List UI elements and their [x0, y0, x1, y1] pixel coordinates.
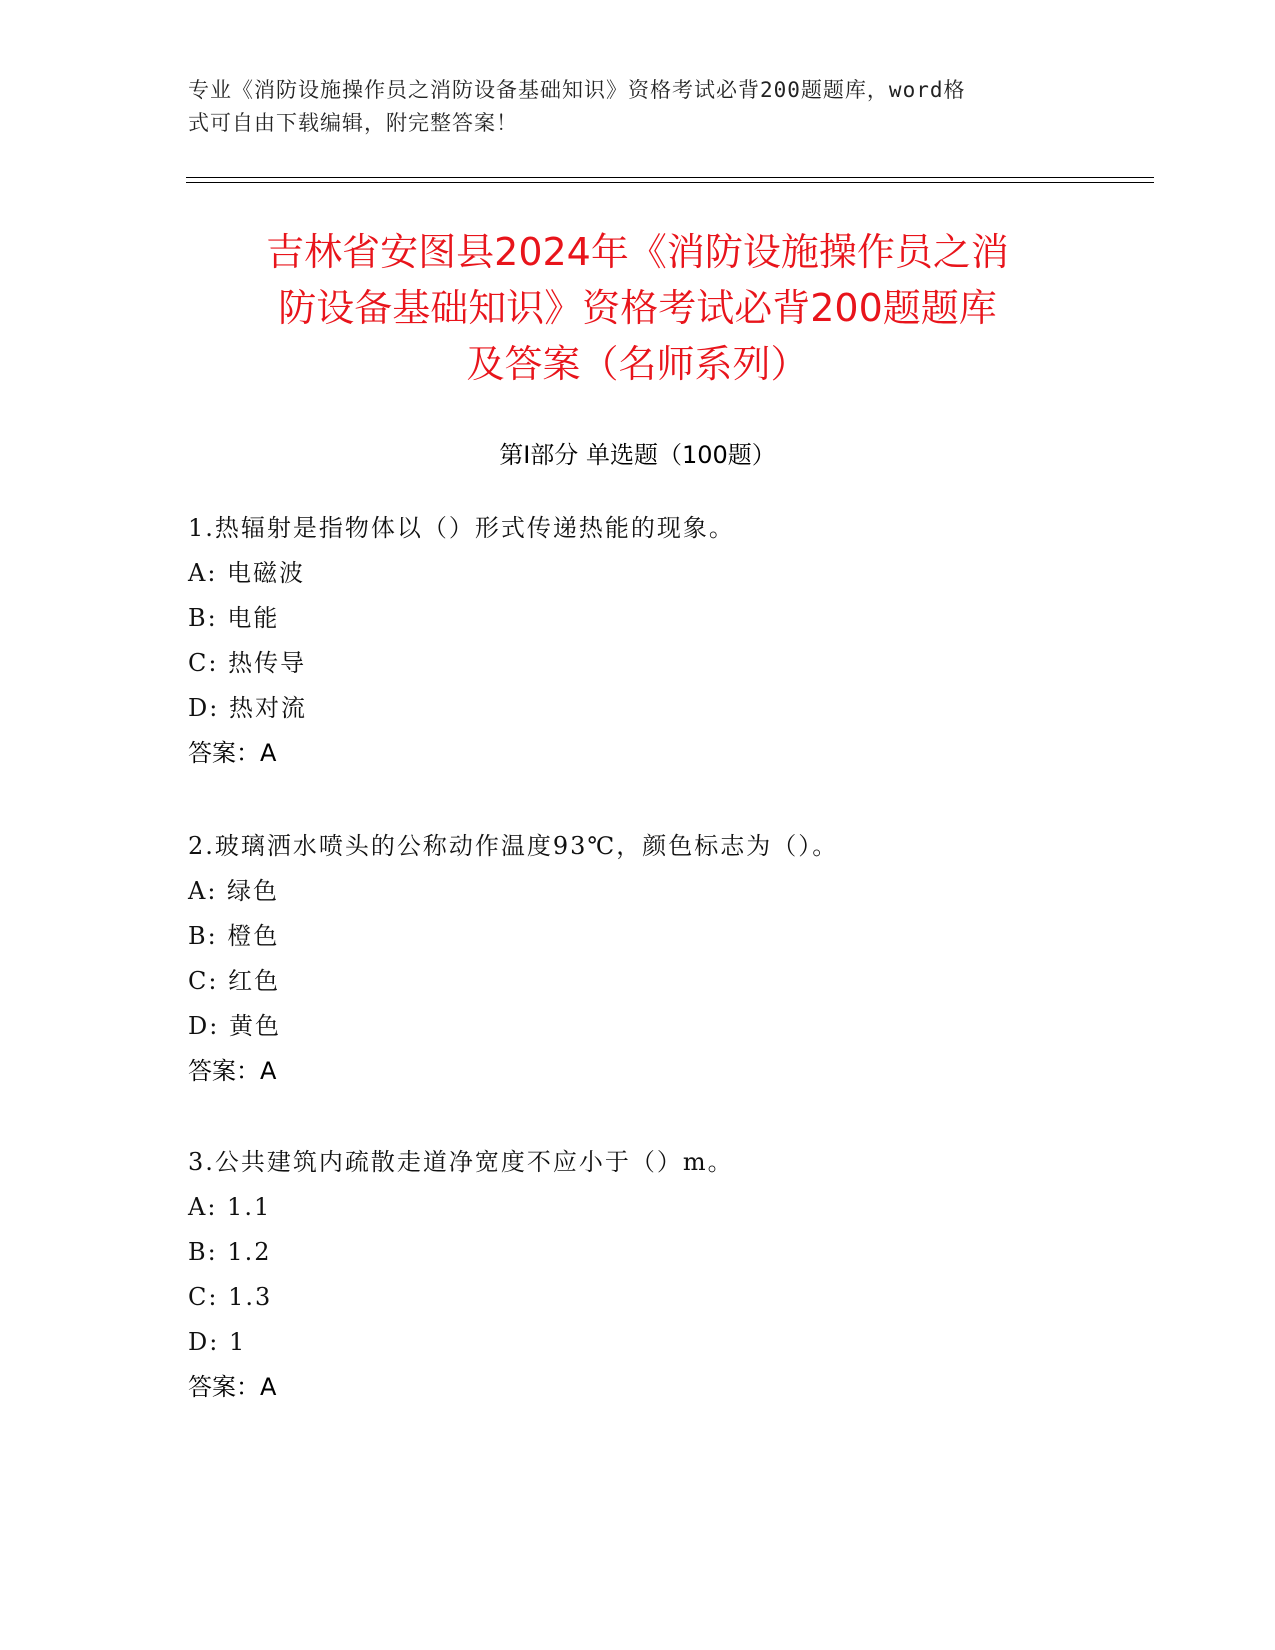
- option-c: C: 热传导: [188, 649, 307, 677]
- answer-label: 答案：A: [188, 1373, 277, 1401]
- option-c: C: 红色: [188, 967, 281, 995]
- option-d: D: 黄色: [188, 1012, 281, 1040]
- header-note-line-2: 式可自由下载编辑，附完整答案！: [188, 111, 518, 135]
- option-a: A: 绿色: [188, 877, 280, 905]
- document-title-line-3: 及答案（名师系列）: [466, 342, 809, 386]
- section-title: 第Ⅰ部分 单选题（100题）: [499, 441, 776, 469]
- header-note-line-1: 专业《消防设施操作员之消防设备基础知识》资格考试必背200题题库，word格: [188, 78, 966, 102]
- question-stem: 1.热辐射是指物体以（）形式传递热能的现象。: [188, 514, 735, 542]
- option-a: A: 1.1: [188, 1193, 272, 1221]
- document-title-line-1: 吉林省安图县2024年《消防设施操作员之消: [266, 230, 1009, 274]
- question-2: [188, 824, 1148, 1094]
- option-b: B: 橙色: [188, 922, 280, 950]
- header-divider-bottom: [186, 182, 1154, 183]
- question-stem: 3.公共建筑内疏散走道净宽度不应小于（）m。: [188, 1148, 734, 1176]
- question-stem: 2.玻璃洒水喷头的公称动作温度93℃，颜色标志为（）。: [188, 832, 839, 860]
- option-c: C: 1.3: [188, 1283, 273, 1311]
- header-note: [188, 74, 1068, 140]
- option-d: D: 1: [188, 1328, 247, 1356]
- document-title-line-2: 防设备基础知识》资格考试必背200题题库: [278, 286, 997, 330]
- answer-label: 答案：A: [188, 1057, 277, 1085]
- question-1: [188, 506, 1148, 776]
- header-divider-top: [186, 177, 1154, 178]
- option-b: B: 电能: [188, 604, 280, 632]
- question-3: [188, 1140, 1148, 1410]
- document-title: [150, 224, 1125, 392]
- option-a: A: 电磁波: [188, 559, 306, 587]
- option-b: B: 1.2: [188, 1238, 272, 1266]
- answer-label: 答案：A: [188, 739, 277, 767]
- option-d: D: 热对流: [188, 694, 307, 722]
